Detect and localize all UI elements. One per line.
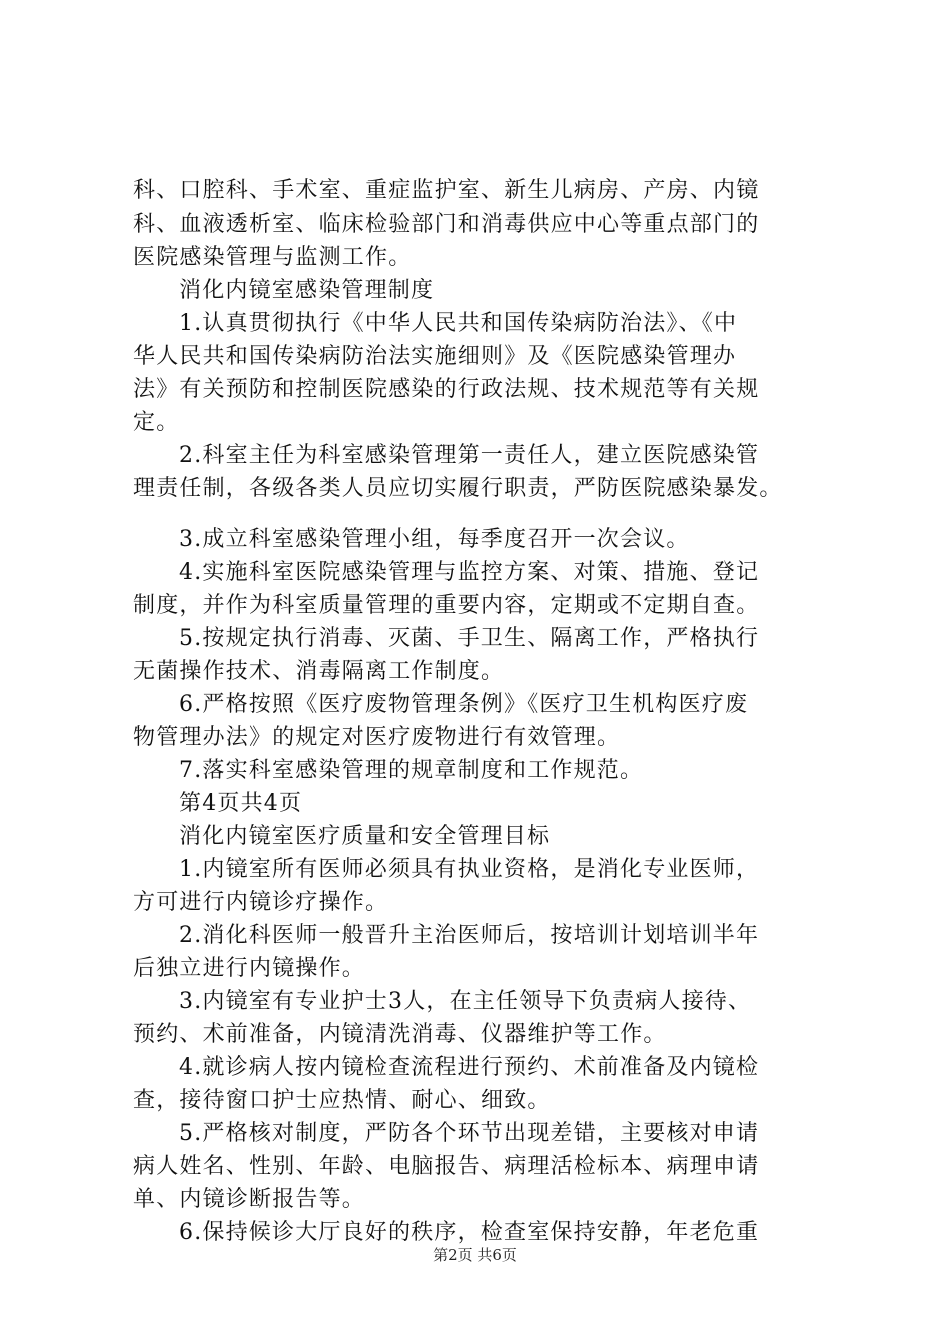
text-line: 3.成立科室感染管理小组，每季度召开一次会议。 <box>179 527 690 552</box>
text-line: 医院感染管理与监测工作。 <box>133 245 412 270</box>
inline-page-marker: 第4页共4页 <box>179 791 303 816</box>
text-line: 无菌操作技术、消毒隔离工作制度。 <box>133 659 505 684</box>
text-line: 后独立进行内镜操作。 <box>133 956 366 981</box>
text-line: 华人民共和国传染病防治法实施细则》及《医院感染管理办 <box>133 344 737 369</box>
text-line: 单、内镜诊断报告等。 <box>133 1187 366 1212</box>
text-line: 6.保持候诊大厅良好的秩序，检查室保持安静，年老危重 <box>179 1220 760 1245</box>
text-line: 6.严格按照《医疗废物管理条例》《医疗卫生机构医疗废 <box>179 692 749 717</box>
text-line: 病人姓名、性别、年龄、电脑报告、病理活检标本、病理申请 <box>133 1154 760 1179</box>
text-line: 查，接待窗口护士应热情、耐心、细致。 <box>133 1088 551 1113</box>
text-line: 方可进行内镜诊疗操作。 <box>133 890 389 915</box>
text-line: 5.按规定执行消毒、灭菌、手卫生、隔离工作，严格执行 <box>179 626 760 651</box>
text-line: 1.认真贯彻执行《中华人民共和国传染病防治法》、《中 <box>179 311 738 336</box>
text-line: 2.消化科医师一般晋升主治医师后，按培训计划培训半年 <box>179 923 760 948</box>
text-line: 理责任制，各级各类人员应切实履行职责，严防医院感染暴发。 <box>133 476 783 501</box>
text-line: 科、口腔科、手术室、重症监护室、新生儿病房、产房、内镜 <box>133 178 760 203</box>
text-line: 1.内镜室所有医师必须具有执业资格，是消化专业医师， <box>179 857 760 882</box>
text-line: 物管理办法》的规定对医疗废物进行有效管理。 <box>133 725 621 750</box>
text-line: 7.落实科室感染管理的规章制度和工作规范。 <box>179 758 644 783</box>
text-line: 4.就诊病人按内镜检查流程进行预约、术前准备及内镜检 <box>179 1055 760 1080</box>
text-line: 3.内镜室有专业护士3人，在主任领导下负责病人接待、 <box>179 989 752 1014</box>
section-heading: 消化内镜室医疗质量和安全管理目标 <box>179 824 551 849</box>
text-line: 2.科室主任为科室感染管理第一责任人，建立医院感染管 <box>179 443 760 468</box>
text-line: 法》有关预防和控制医院感染的行政法规、技术规范等有关规 <box>133 377 760 402</box>
text-line: 5.严格核对制度，严防各个环节出现差错，主要核对申请 <box>179 1121 760 1146</box>
text-line: 4.实施科室医院感染管理与监控方案、对策、措施、登记 <box>179 560 760 585</box>
section-heading: 消化内镜室感染管理制度 <box>179 278 435 303</box>
page-footer: 第2页 共6页 <box>433 1246 517 1264</box>
text-line: 定。 <box>133 410 180 435</box>
text-line: 制度，并作为科室质量管理的重要内容，定期或不定期自查。 <box>133 593 760 618</box>
text-line: 科、血液透析室、临床检验部门和消毒供应中心等重点部门的 <box>133 212 760 237</box>
text-line: 预约、术前准备，内镜清洗消毒、仪器维护等工作。 <box>133 1022 667 1047</box>
